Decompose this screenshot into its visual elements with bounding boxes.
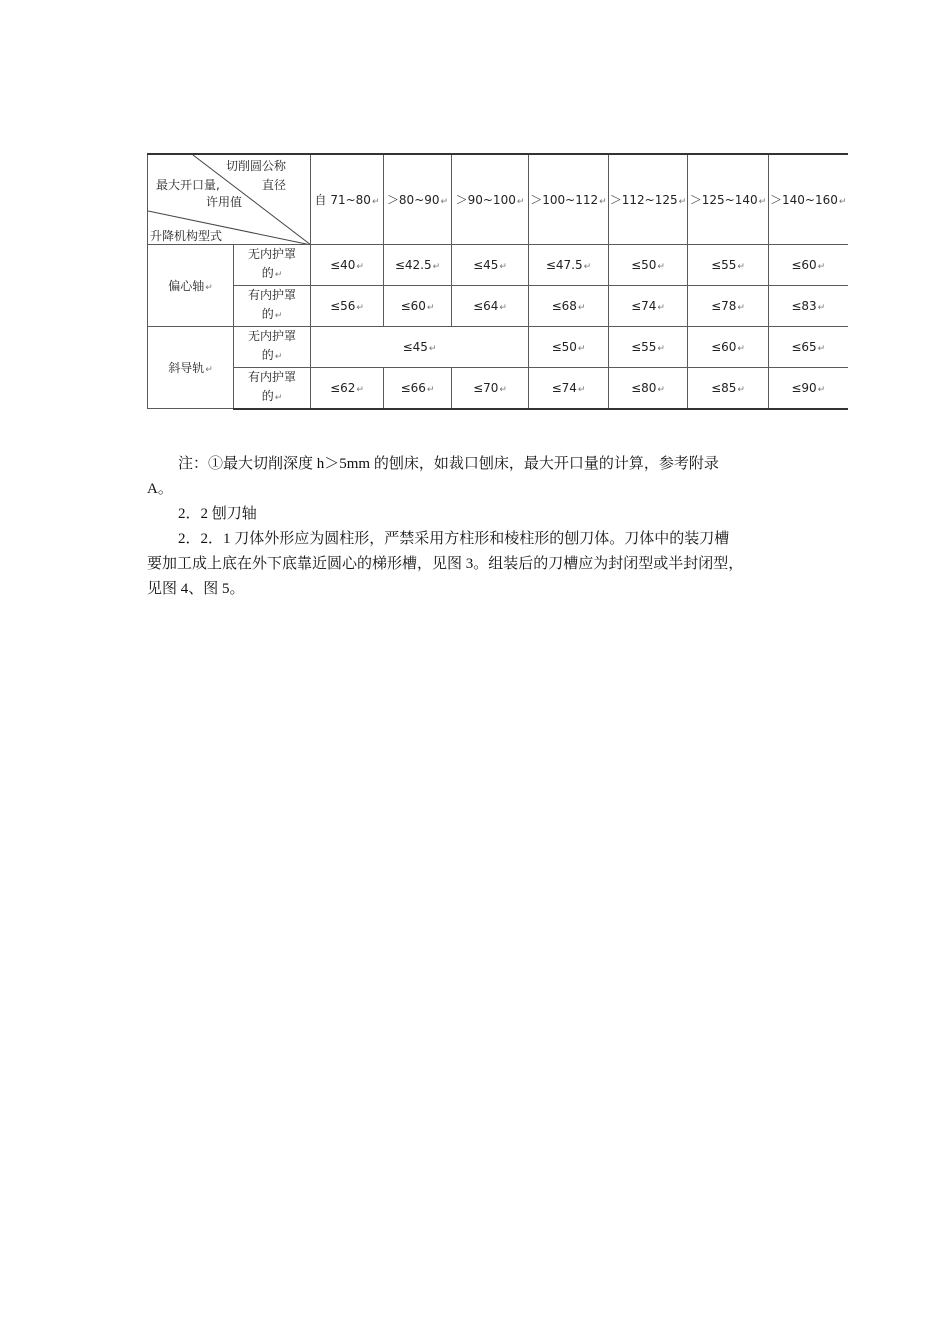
table-row — [148, 285, 848, 326]
table-cell: ≤50↵ — [529, 326, 609, 367]
table-cell: ≤68↵ — [529, 285, 609, 326]
group-label-slide-rail: 斜导轨↵ — [148, 326, 234, 409]
paragraph-line-2: 要加工成上底在外下底靠近圆心的梯形槽，见图 3。组装后的刀槽应为封闭型或半封闭型， — [147, 556, 744, 572]
col-header-6: ＞140~160↵ — [769, 154, 848, 244]
table-cell: ≤83↵ — [769, 285, 848, 326]
diag-mid-right-label: 直径 — [262, 178, 287, 192]
diag-low-label: 许用值 — [206, 195, 243, 209]
table-cell: ≤65↵ — [769, 326, 848, 367]
col-header-3: ＞100~112↵ — [529, 154, 609, 244]
header-row — [148, 154, 848, 244]
col-header-2: ＞90~100↵ — [452, 154, 529, 244]
diagonal-header-cell — [148, 154, 311, 244]
table-cell: ≤56↵ — [311, 285, 384, 326]
table-cell: ≤64↵ — [452, 285, 529, 326]
note-line-2: A。 — [147, 481, 173, 497]
table-cell: ≤50↵ — [609, 244, 688, 285]
table-row — [148, 244, 848, 285]
row-label: 无内护罩 的↵ — [234, 326, 311, 367]
table-cell: ≤90↵ — [769, 367, 848, 409]
col-header-0: 自 71~80↵ — [311, 154, 384, 244]
table-cell: ≤74↵ — [609, 285, 688, 326]
col-header-4: ＞112~125↵ — [609, 154, 688, 244]
table-cell: ≤66↵ — [384, 367, 452, 409]
col-header-5: ＞125~140↵ — [688, 154, 769, 244]
table-cell: ≤40↵ — [311, 244, 384, 285]
table-cell: ≤55↵ — [609, 326, 688, 367]
group-label-eccentric: 偏心轴↵ — [148, 244, 234, 326]
table-cell: ≤60↵ — [769, 244, 848, 285]
col-header-1: ＞80~90↵ — [384, 154, 452, 244]
diag-top-label: 切削圆公称 — [226, 159, 287, 173]
table-cell: ≤60↵ — [688, 326, 769, 367]
note-line-1: 注：①最大切削深度 h＞5mm 的刨床，如裁口刨床，最大开口量的计算，参考附录 — [178, 456, 719, 472]
table-cell: ≤60↵ — [384, 285, 452, 326]
merged-cell: ≤45↵ — [311, 326, 529, 367]
diag-mid-left-label: 最大开口量, — [156, 178, 220, 192]
table-cell: ≤80↵ — [609, 367, 688, 409]
paragraph-line-1: 2．2．1 刀体外形应为圆柱形，严禁采用方柱形和棱柱形的刨刀体。刀体中的装刀槽 — [178, 531, 730, 547]
table-cell: ≤55↵ — [688, 244, 769, 285]
paragraph-line-3: 见图 4、图 5。 — [147, 581, 245, 597]
table-cell: ≤78↵ — [688, 285, 769, 326]
spec-table-wrapper — [147, 153, 847, 410]
table-row — [148, 326, 848, 367]
table-cell: ≤42.5↵ — [384, 244, 452, 285]
table-row — [148, 367, 848, 409]
section-heading: 2．2 刨刀轴 — [178, 506, 257, 522]
spec-table — [147, 153, 848, 410]
row-label: 有内护罩 的↵ — [234, 367, 311, 409]
table-cell: ≤62↵ — [311, 367, 384, 409]
table-cell: ≤74↵ — [529, 367, 609, 409]
row-label: 有内护罩 的↵ — [234, 285, 311, 326]
row-label: 无内护罩 的↵ — [234, 244, 311, 285]
diag-bottom-label: 升降机构型式 — [150, 229, 223, 243]
table-cell: ≤45↵ — [452, 244, 529, 285]
table-cell: ≤85↵ — [688, 367, 769, 409]
table-cell: ≤70↵ — [452, 367, 529, 409]
table-cell: ≤47.5↵ — [529, 244, 609, 285]
